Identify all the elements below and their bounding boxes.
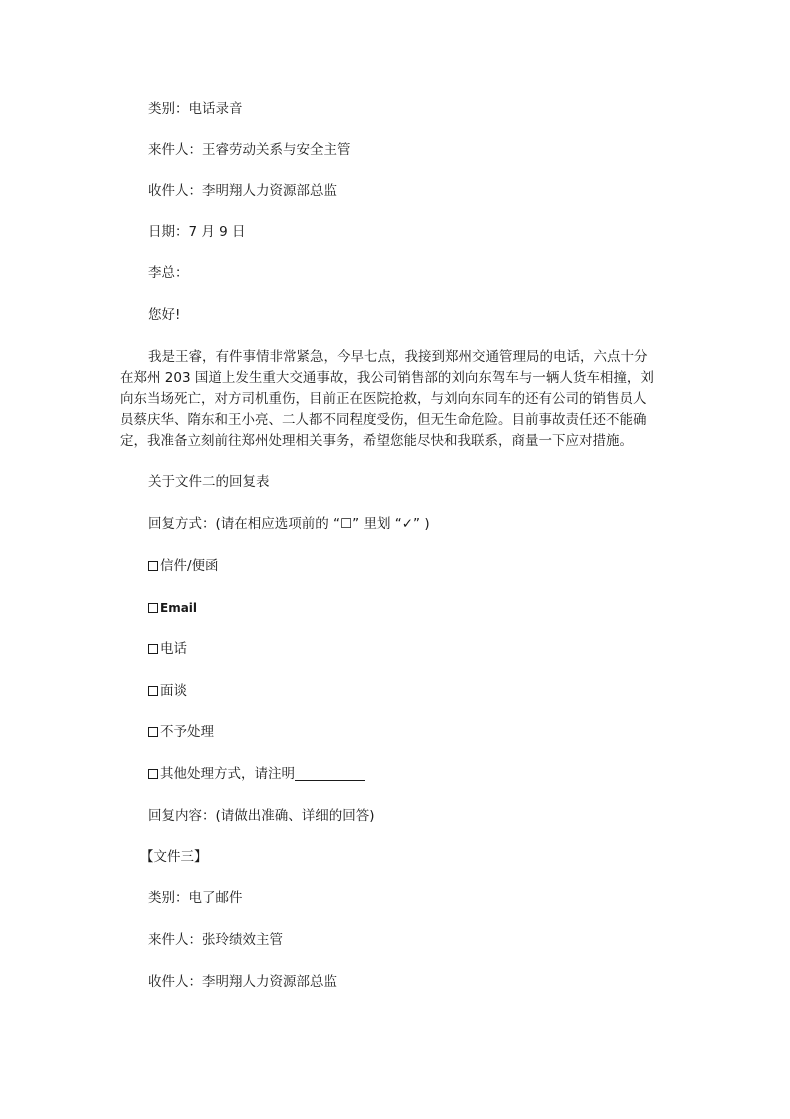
- doc3-heading: 【文件三】: [140, 849, 208, 865]
- option-email-label: Email: [160, 601, 198, 615]
- option-phone: [148, 640, 187, 658]
- doc1-greeting: 您好!: [148, 307, 181, 323]
- reply-form-title: 关于文件二的回复表: [148, 474, 270, 490]
- checkbox-phone[interactable]: [148, 644, 158, 654]
- checkbox-other[interactable]: [148, 769, 158, 779]
- option-letter: [148, 557, 219, 575]
- doc1-recipient: 收件人：李明翔人力资源部总监: [148, 183, 337, 199]
- doc1-body-line: 员蔡庆华、隋东和王小亮、二人都不同程度受伤，但无生命危险。目前事故责任还不能确: [120, 412, 647, 428]
- option-meeting: [148, 682, 187, 700]
- doc1-body-line: 定，我准备立刻前往郑州处理相关事务，希望您能尽快和我联系，商量一下应对措施。: [120, 433, 633, 449]
- option-no-action-label: 不予处理: [160, 724, 214, 740]
- doc3-recipient: 收件人：李明翔人力资源部总监: [148, 974, 337, 990]
- doc1-body-line: 我是王睿，有件事情非常紧急，今早七点，我接到郑州交通管理局的电话，六点十分: [148, 349, 648, 365]
- doc1-body-line: 在郑州 203 国道上发生重大交通事故，我公司销售部的刘向东驾车与一辆人货车相撞，刘: [120, 370, 654, 386]
- doc3-sender: 来件人：张玲绩效主管: [148, 932, 283, 948]
- reply-content-label: 回复内容：(请做出准确、详细的回答): [148, 808, 375, 824]
- checkbox-no-action[interactable]: [148, 727, 158, 737]
- doc1-salutation: 李总：: [148, 265, 189, 281]
- doc1-sender: 来件人：王睿劳动关系与安全主管: [148, 142, 351, 158]
- checkbox-email[interactable]: [148, 603, 158, 613]
- option-phone-label: 电话: [160, 641, 187, 657]
- checkbox-meeting[interactable]: [148, 686, 158, 696]
- option-no-action: [148, 723, 214, 741]
- option-letter-label: 信件/便函: [160, 558, 219, 574]
- checkbox-letter[interactable]: [148, 561, 158, 571]
- option-email: [148, 599, 197, 617]
- reply-method-label: 回复方式：(请在相应选项前的 “☐” 里划 “✓” ): [148, 516, 430, 532]
- doc1-date: 日期：7 月 9 日: [148, 224, 246, 240]
- option-other: [148, 765, 365, 783]
- doc1-category: 类别：电话录音: [148, 101, 243, 117]
- doc1-body-line: 向东当场死亡，对方司机重伤，目前正在医院抢救，与刘向东同车的还有公司的销售员人: [120, 391, 647, 407]
- option-other-label: 其他处理方式，请注明: [160, 766, 295, 782]
- other-method-blank[interactable]: [295, 766, 365, 781]
- doc3-category: 类别：电了邮件: [148, 890, 243, 906]
- option-meeting-label: 面谈: [160, 683, 187, 699]
